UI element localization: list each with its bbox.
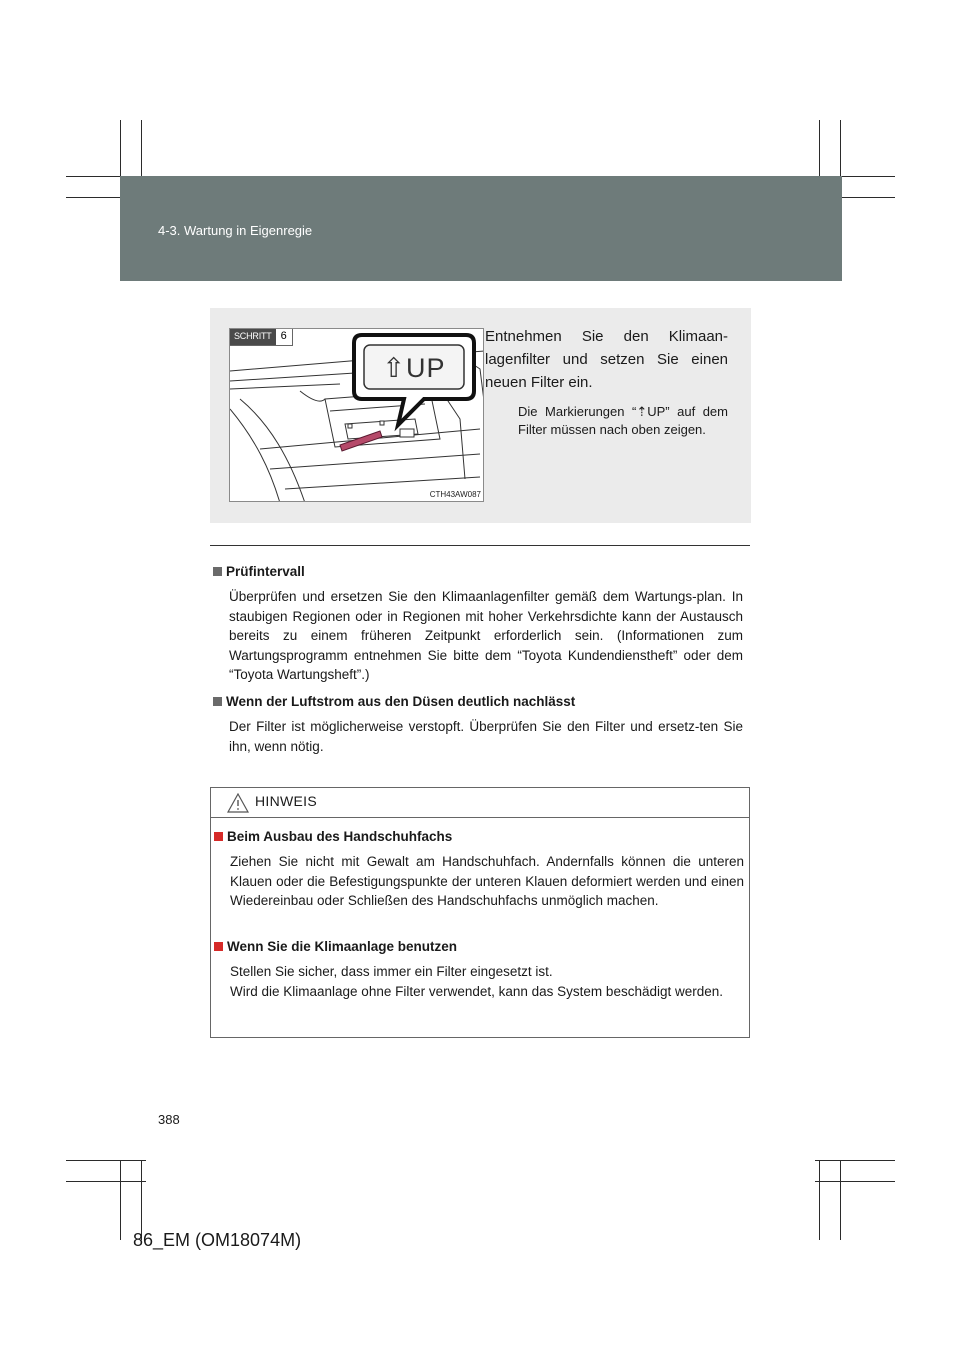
step-label xyxy=(230,329,293,346)
page-number: 388 xyxy=(158,1112,180,1127)
notice-section-heading: Beim Ausbau des Handschuhfachs xyxy=(227,829,453,844)
section-heading: Prüfintervall xyxy=(226,564,305,579)
step-illustration xyxy=(229,328,484,502)
step-box xyxy=(210,308,751,523)
notice-header xyxy=(211,788,749,818)
notice-section-body-line: Wird die Klimaanlage ohne Filter verwendet, kann das System beschädigt werden. xyxy=(230,983,724,999)
section-heading: Wenn der Luftstrom aus den Düsen deutlich nachlässt xyxy=(226,694,576,709)
crop-mark xyxy=(66,1181,146,1182)
notice-title: HINWEIS xyxy=(255,793,317,809)
crop-mark xyxy=(141,1160,142,1240)
document-id: 86_EM (OM18074M) xyxy=(133,1230,302,1250)
notice-section-body-line: Stellen Sie sicher, dass immer ein Filter eingesetzt ist. xyxy=(230,964,553,979)
crop-mark xyxy=(815,1160,895,1161)
section-title: 4-3. Wartung in Eigenregie xyxy=(158,223,313,238)
up-badge: ⇧UP xyxy=(382,353,446,383)
step-note: Die Markierungen “⇡UP” auf dem Filter müssen nach oben zeigen. xyxy=(518,404,728,437)
notice-section-body: Ziehen Sie nicht mit Gewalt am Handschuhfach. Andernfalls können die unteren Klauen oder die Befestigungspunkte der unteren Klauen deformiert werden und einen Wiedereinbau oder Schließen des Handschuhfachs unmöglich machen. xyxy=(230,854,744,908)
section-header xyxy=(120,176,842,281)
notice-box xyxy=(210,787,750,1038)
bullet-square-icon xyxy=(213,697,222,706)
section-body: Der Filter ist möglicherweise verstopft. Überprüfen Sie den Filter und ersetz-ten Sie ihn, wenn nötig. xyxy=(229,719,743,754)
notice-section-handschuhfach xyxy=(214,829,744,911)
section-luftstrom xyxy=(213,694,743,756)
section-pruefintervall xyxy=(213,564,743,685)
notice-section-klimaanlage xyxy=(214,939,744,1001)
divider xyxy=(210,545,750,546)
warning-triangle-icon xyxy=(227,793,249,813)
bullet-square-icon xyxy=(214,942,223,951)
crop-mark xyxy=(819,1160,820,1240)
step-number: 6 xyxy=(276,329,292,345)
crop-mark xyxy=(840,1160,841,1240)
step-label-word: SCHRITT xyxy=(230,329,276,345)
crop-mark xyxy=(120,1160,121,1240)
step-instruction: Entnehmen Sie den Klimaan-lagenfilter und setzen Sie einen neuen Filter ein. xyxy=(485,328,728,391)
bullet-square-icon xyxy=(214,832,223,841)
section-body: Überprüfen und ersetzen Sie den Klimaanlagenfilter gemäß dem Wartungs-plan. In staubigen Regionen oder in Regionen mit hoher Verkehrsdichte kann der Austausch bereits zu einem früheren Zeitpunkt erforderlich sein. (Informationen zum Wartungsprogramm entnehmen Sie bitte dem “Toyota Kundendienstheft” oder dem “Toyota Wartungsheft”.) xyxy=(229,589,743,682)
crop-mark xyxy=(66,1160,146,1161)
crop-mark xyxy=(815,1181,895,1182)
notice-section-heading: Wenn Sie die Klimaanlage benutzen xyxy=(227,939,458,954)
bullet-square-icon xyxy=(213,567,222,576)
illustration-code: CTH43AW087 xyxy=(429,490,481,499)
